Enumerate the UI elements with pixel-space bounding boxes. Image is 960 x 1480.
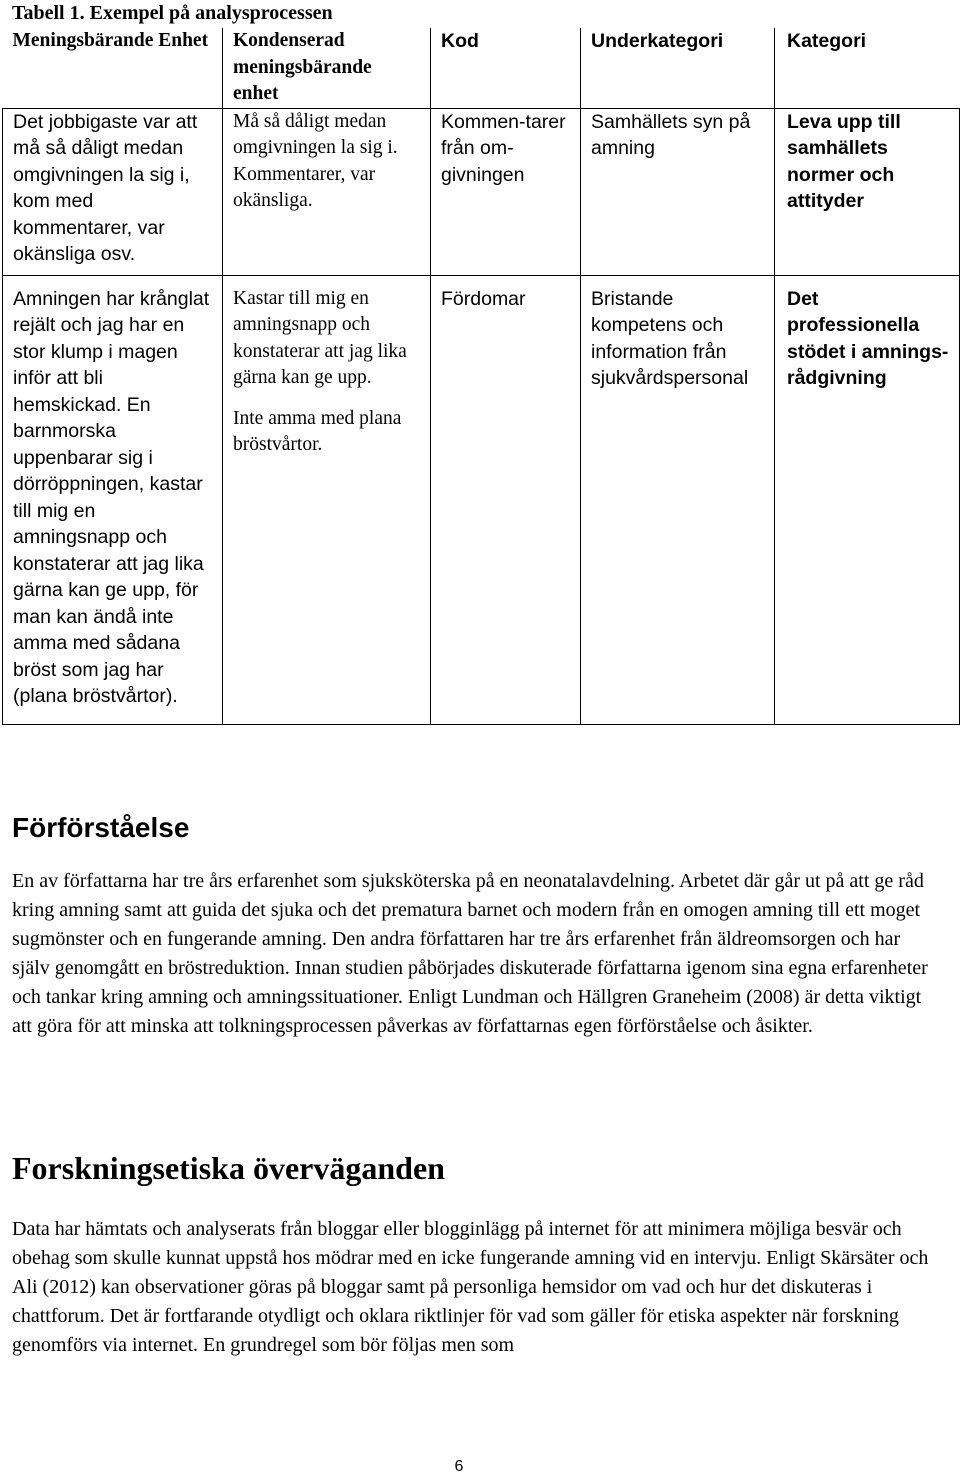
header-subcategory: Underkategori bbox=[581, 28, 775, 108]
cell-meaning-unit: Det jobbigaste var att må så dåligt medan omgivningen la sig i, kom med kommentarer, var okänsliga osv. bbox=[3, 108, 223, 275]
condensed-text: Inte amma med plana bröstvårtor. bbox=[233, 407, 402, 455]
cell-condensed-unit bbox=[223, 108, 431, 275]
table-row bbox=[3, 108, 960, 275]
cell-subcategory: Samhällets syn på amning bbox=[581, 108, 775, 275]
cell-code: Kommen-tarer från om-givningen bbox=[431, 108, 581, 275]
table-header-row bbox=[3, 28, 960, 108]
table-row bbox=[3, 275, 960, 724]
cell-category: Leva upp till samhällets normer och attityder bbox=[775, 108, 960, 275]
section-paragraph-ethics: Data har hämtats och analyserats från bloggar eller blogginlägg på internet för att minimera möjliga besvär och obehag som skulle kunnat uppstå hos mödrar med en icke fungerande amning vid en intervju. Enligt Skärsäter och Ali (2012) kan observationer göras på bloggar samt på personliga hemsidor om vad och hur det diskuteras i chattforum. Det är fortfarande otydligt och oklara riktlinjer för vad som gäller för etiska aspekter när forskning genomförs via internet. En grundregel som bör följas men som bbox=[12, 1218, 929, 1356]
header-condensed-unit: Kondenserad meningsbärande enhet bbox=[223, 28, 431, 108]
header-code: Kod bbox=[431, 28, 581, 108]
cell-subcategory: Bristande kompetens och information från sjukvårdspersonal bbox=[581, 275, 775, 724]
section-heading-preunderstanding: Förförståelse bbox=[12, 812, 190, 843]
condensed-text: Kastar till mig en amningsnapp och konstaterar att jag lika gärna kan ge upp. bbox=[233, 287, 407, 388]
cell-meaning-unit: Amningen har krånglat rejält och jag har en stor klump i magen inför att bli hemskickad. En barnmorska uppenbarar sig i dörröppningen, kastar till mig en amningsnapp och konstaterar att jag lika gärna kan ge upp, för man kan ändå inte amma med sådana bröst som jag har (plana bröstvårtor). bbox=[3, 275, 223, 724]
cell-code: Fördomar bbox=[431, 275, 581, 724]
header-category: Kategori bbox=[775, 28, 960, 108]
header-meaning-unit: Meningsbärande Enhet bbox=[3, 28, 223, 108]
cell-condensed-unit bbox=[223, 275, 431, 724]
section-paragraph-preunderstanding: En av författarna har tre års erfarenhet som sjuksköterska på en neonatalavdelning. Arbetet där går ut på att ge råd kring amning samt att guida det sjuka och det prematura barnet och modern från en omogen amning till ett moget sugmönster och en fungerande amning. Den andra författaren har tre års erfarenhet från äldreomsorgen och har själv genomgått en bröstreduktion. Innan studien påbörjades diskuterade författarna igenom sina egna erfarenheter och tankar kring amning och amningssituationer. Enligt Lundman och Hällgren Graneheim (2008) är detta viktigt att göra för att minska att tolkningsprocessen påverkas av författarnas egen förförståelse och åsikter. bbox=[12, 870, 928, 1037]
section-heading-ethics: Forskningsetiska överväganden bbox=[12, 1150, 445, 1186]
analysis-table bbox=[2, 28, 960, 725]
cell-category: Det professionella stödet i amnings-rådgivning bbox=[775, 275, 960, 724]
page-number: 6 bbox=[454, 1458, 464, 1475]
table-caption: Tabell 1. Exempel på analysprocessen bbox=[12, 2, 333, 24]
condensed-text: Må så dåligt medan omgivningen la sig i. Kommentarer, var okänsliga. bbox=[233, 110, 398, 211]
